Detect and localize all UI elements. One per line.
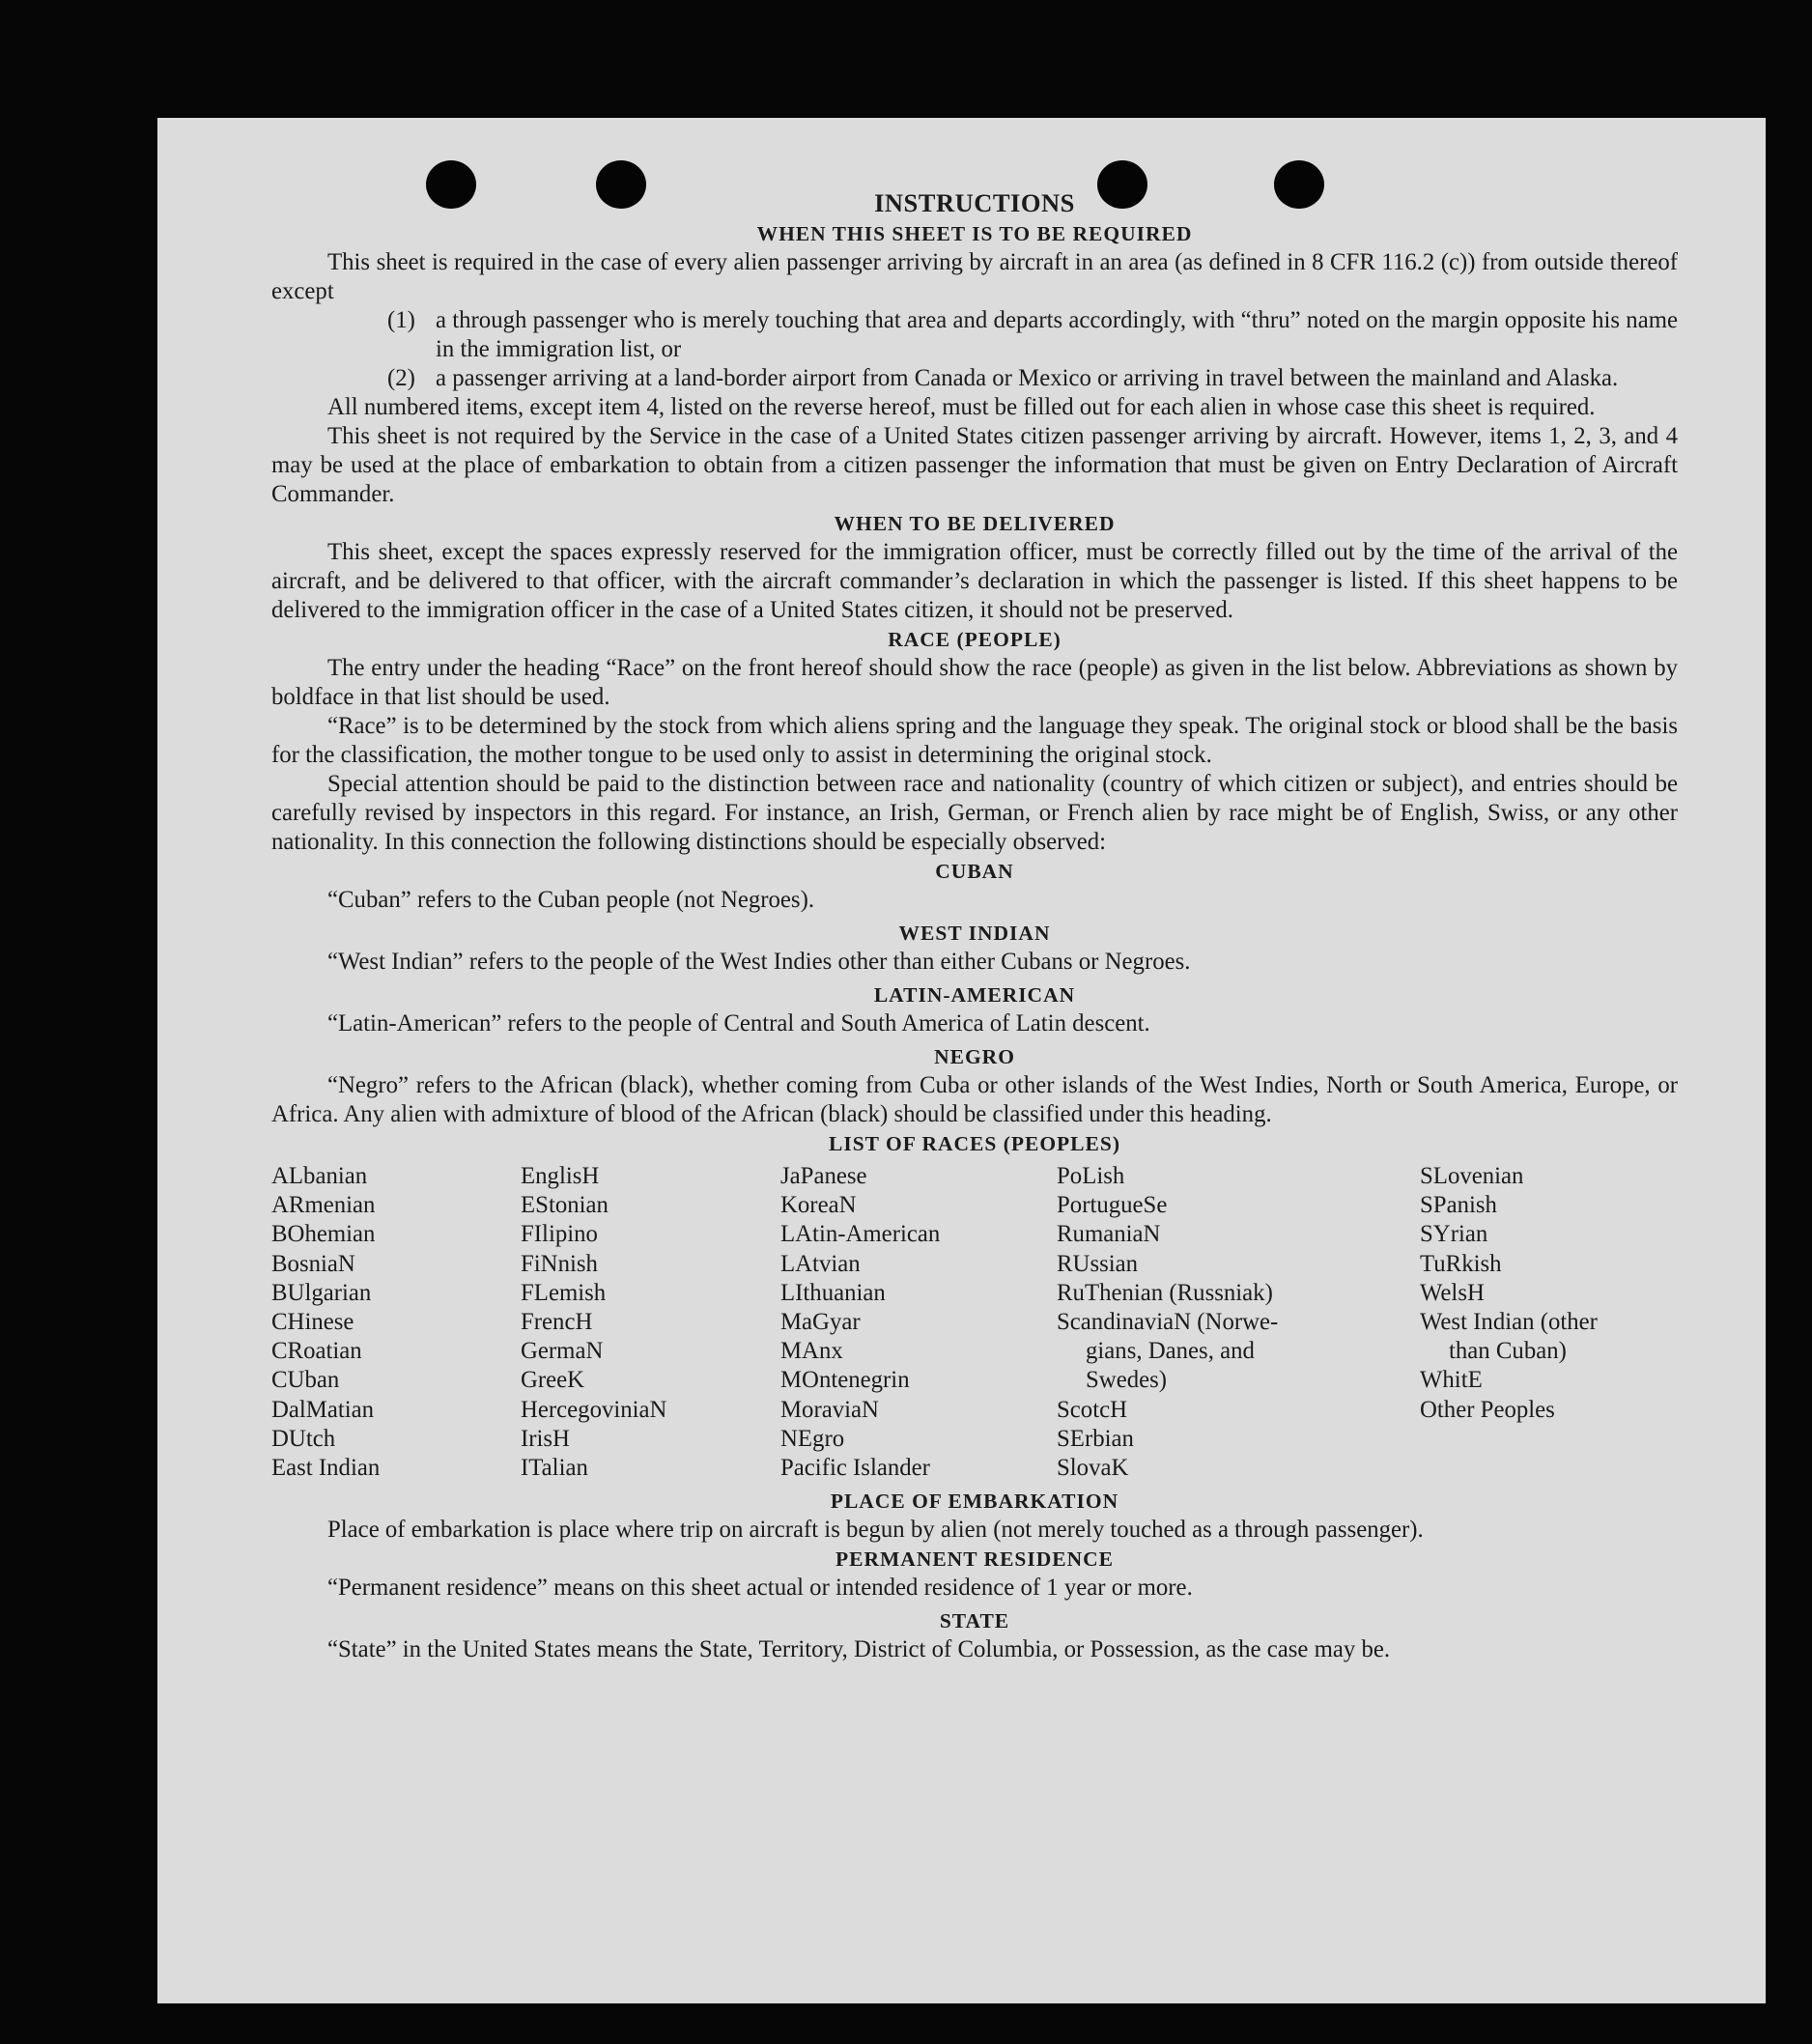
race-item: WhitE bbox=[1420, 1367, 1483, 1394]
section-heading-negro: NEGRO bbox=[934, 1045, 1015, 1068]
race-item: PortugueSe bbox=[1057, 1192, 1168, 1219]
race-item: FIlipino bbox=[521, 1221, 598, 1248]
races-column bbox=[780, 1162, 1057, 1483]
residence-text: “Permanent residence” means on this sheet actual or intended residence of 1 year or more. bbox=[327, 1575, 1193, 1602]
list-item bbox=[387, 306, 1678, 364]
race-item: DUtch bbox=[271, 1425, 336, 1452]
race-item: EnglisH bbox=[521, 1163, 600, 1189]
race-item: ITalian bbox=[521, 1455, 588, 1482]
race-item: East Indian bbox=[271, 1455, 381, 1482]
race-item: ScotcH bbox=[1057, 1396, 1127, 1423]
race-item: JaPanese bbox=[780, 1163, 867, 1189]
race-item: MoraviaN bbox=[780, 1396, 879, 1423]
race-item: RuThenian (Russniak) bbox=[1057, 1279, 1273, 1306]
race-item: DalMatian bbox=[271, 1396, 375, 1423]
section-heading-delivered: WHEN TO BE DELIVERED bbox=[834, 512, 1116, 535]
race-item: HercegoviniaN bbox=[521, 1396, 667, 1423]
race-item-continuation: gians, Danes, and bbox=[1086, 1338, 1255, 1365]
race-item: SLovenian bbox=[1420, 1163, 1524, 1189]
required-para-3: This sheet is not required by the Service in the case of a United States citizen passenger arriving by aircraft. However, items 1, 2, 3, and 4 may be used at the place of embarkation to obtain from a citizen passenger the information that must be given on Entry Declaration of Aircraft Commander. bbox=[271, 423, 1678, 507]
race-item: BUlgarian bbox=[271, 1279, 372, 1306]
race-item: IrisH bbox=[521, 1425, 570, 1452]
cuban-text: “Cuban” refers to the Cuban people (not Negroes). bbox=[327, 887, 815, 913]
race-item: LAtvian bbox=[780, 1250, 861, 1277]
latin-american-text: “Latin-American” refers to the people of Central and South America of Latin descent. bbox=[327, 1010, 1150, 1036]
item-text: a through passenger who is merely touching that area and departs accordingly, with “thru” noted on the margin opposite his name in the immigration list, or bbox=[436, 307, 1678, 362]
race-item: Pacific Islander bbox=[780, 1455, 930, 1482]
race-item: CUban bbox=[271, 1367, 340, 1394]
race-item: ScandinaviaN (Norwe- bbox=[1057, 1309, 1279, 1336]
race-item: PoLish bbox=[1057, 1163, 1125, 1189]
race-item: MOntenegrin bbox=[780, 1367, 910, 1394]
section-heading-required: WHEN THIS SHEET IS TO BE REQUIRED bbox=[756, 222, 1193, 245]
race-item: FrencH bbox=[521, 1309, 593, 1336]
races-column bbox=[1057, 1162, 1420, 1483]
document-body bbox=[271, 185, 1678, 1664]
race-item: BOhemian bbox=[271, 1221, 376, 1248]
state-text: “State” in the United States means the State, Territory, District of Columbia, or Possession, as the case may be. bbox=[327, 1636, 1391, 1663]
race-item: Other Peoples bbox=[1420, 1396, 1555, 1423]
race-item: ALbanian bbox=[271, 1163, 368, 1189]
races-column bbox=[271, 1162, 521, 1483]
race-item: SlovaK bbox=[1057, 1455, 1129, 1482]
race-item: LIthuanian bbox=[780, 1279, 886, 1306]
item-number: (2) bbox=[387, 365, 415, 391]
race-item: West Indian (other bbox=[1420, 1309, 1598, 1336]
race-item-continuation: than Cuban) bbox=[1449, 1338, 1567, 1365]
delivered-text: This sheet, except the spaces expressly reserved for the immigration officer, must be correctly filled out by the time of the arrival of the aircraft, and be delivered to that officer, with the aircraft commander’s declaration in which the passenger is listed. If this sheet happens to be delivered to the immigration officer in the case of a United States citizen, it should not be preserved. bbox=[271, 539, 1678, 623]
race-item: MaGyar bbox=[780, 1309, 861, 1336]
race-item: RumaniaN bbox=[1057, 1221, 1161, 1248]
section-heading-races-list: LIST OF RACES (PEOPLES) bbox=[829, 1132, 1120, 1155]
race-item: ARmenian bbox=[271, 1192, 376, 1219]
west-indian-text: “West Indian” refers to the people of the West Indies other than either Cubans or Negroes. bbox=[327, 949, 1191, 975]
race-item: CHinese bbox=[271, 1309, 354, 1336]
race-item: SPanish bbox=[1420, 1192, 1497, 1219]
races-column bbox=[521, 1162, 780, 1483]
section-heading-west-indian: WEST INDIAN bbox=[898, 922, 1051, 945]
race-para-2: “Race” is to be determined by the stock from which aliens spring and the language they speak. The original stock or blood shall be the basis for the classification, the mother tongue to be used only to assist in determining the original stock. bbox=[271, 713, 1678, 768]
negro-text: “Negro” refers to the African (black), whether coming from Cuba or other islands of the West Indies, North or South America, Europe, or Africa. Any alien with admixture of blood of the African (black) should be classified under this heading. bbox=[271, 1072, 1678, 1127]
section-heading-cuban: CUBAN bbox=[935, 860, 1014, 883]
races-column bbox=[1420, 1162, 1675, 1483]
race-item: RUssian bbox=[1057, 1250, 1139, 1277]
race-para-1: The entry under the heading “Race” on the front hereof should show the race (people) as given in the list below. Abbreviations as shown by boldface in that list should be used. bbox=[271, 655, 1678, 710]
race-item: BosniaN bbox=[271, 1250, 355, 1277]
document-sheet bbox=[157, 118, 1766, 2003]
section-heading-state: STATE bbox=[939, 1609, 1010, 1633]
required-intro: This sheet is required in the case of every alien passenger arriving by aircraft in an area (as defined in 8 CFR 116.2 (c)) from outside thereof except bbox=[271, 249, 1678, 304]
section-heading-embarkation: PLACE OF EMBARKATION bbox=[830, 1490, 1119, 1514]
race-item-continuation: Swedes) bbox=[1086, 1367, 1168, 1394]
list-item bbox=[387, 364, 1678, 393]
section-heading-residence: PERMANENT RESIDENCE bbox=[835, 1547, 1114, 1572]
race-item: TuRkish bbox=[1420, 1250, 1502, 1277]
section-heading-race: RACE (PEOPLE) bbox=[888, 628, 1062, 651]
page-title: INSTRUCTIONS bbox=[874, 188, 1075, 217]
race-item: SErbian bbox=[1057, 1425, 1134, 1452]
required-para-2: All numbered items, except item 4, listed on the reverse hereof, must be filled out for each alien in whose case this sheet is required. bbox=[327, 394, 1596, 420]
race-item: GermaN bbox=[521, 1338, 604, 1365]
race-item: CRoatian bbox=[271, 1338, 362, 1365]
race-para-3: Special attention should be paid to the distinction between race and nationality (country of which citizen or subject), and entries should be carefully revised by inspectors in this regard. For instance, an Irish, German, or French alien by race might be of English, Swiss, or any other nationality. In this connection the following distinctions should be especially observed: bbox=[271, 771, 1678, 855]
race-item: KoreaN bbox=[780, 1192, 857, 1219]
race-item: NEgro bbox=[780, 1425, 845, 1452]
race-item: SYrian bbox=[1420, 1221, 1488, 1248]
race-item: WelsH bbox=[1420, 1279, 1485, 1306]
section-heading-latin-american: LATIN-AMERICAN bbox=[873, 983, 1076, 1007]
race-item: FiNnish bbox=[521, 1250, 598, 1277]
races-list bbox=[271, 1162, 1678, 1483]
item-number: (1) bbox=[387, 307, 415, 333]
race-item: LAtin-American bbox=[780, 1221, 941, 1248]
embarkation-text: Place of embarkation is place where trip on aircraft is begun by alien (not merely touched as a through passenger). bbox=[327, 1517, 1424, 1544]
item-text: a passenger arriving at a land-border airport from Canada or Mexico or arriving in travel between the mainland and Alaska. bbox=[436, 365, 1619, 391]
race-item: GreeK bbox=[521, 1367, 585, 1394]
race-item: EStonian bbox=[521, 1192, 609, 1219]
race-item: FLemish bbox=[521, 1279, 607, 1306]
race-item: MAnx bbox=[780, 1338, 843, 1365]
